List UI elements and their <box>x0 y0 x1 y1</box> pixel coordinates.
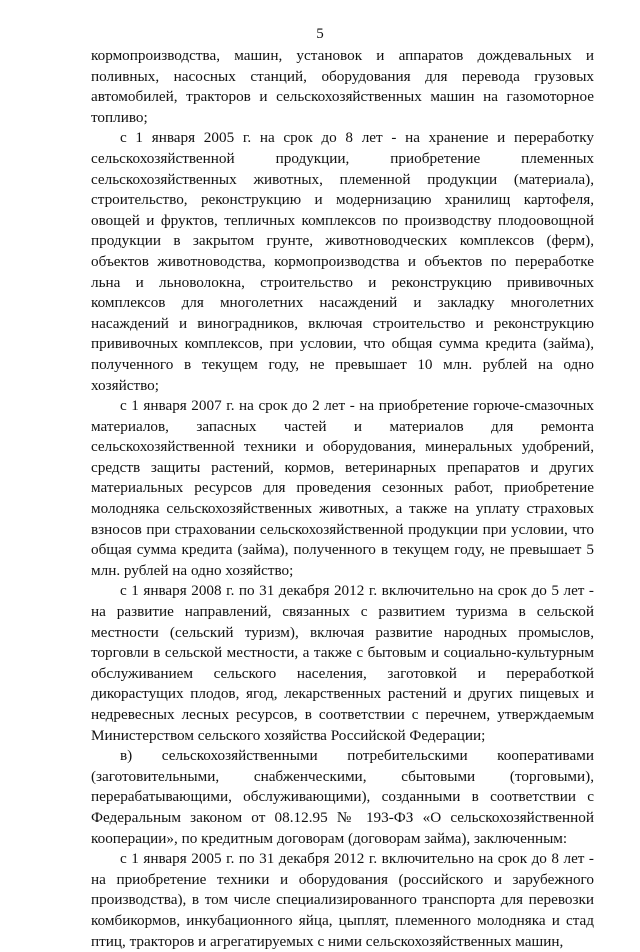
paragraph-continuation: кормопроизводства, машин, установок и аппаратов дождевальных и поливных, насосных станций, оборудования для перевода грузовых автомобилей, тракторов и сельскохозяйственных машин на газомоторное топливо; <box>91 47 594 126</box>
paragraph-cooperatives: в) сельскохозяйственными потребительскими кооперативами (заготовительными, снабженческими, сбытовыми (торговыми), перерабатывающими, обслуживающими), созданными в соответствии с Федеральным законом от 08.12.95 № 193-ФЗ «О сельскохозяйственной кооперации», по кредитным договорам (договорам займа), заключенным: <box>91 747 594 847</box>
paragraph-equipment: с 1 января 2005 г. по 31 декабря 2012 г. включительно на срок до 8 лет - на приобретение техники и оборудования (российского и зарубежного производства), в том числе специализированного транспорта для перевозки комбикормов, инкубационного яйца, цыплят, племенного молодняка и стад птиц, тракторов и агрегатируемых с ними сельскохозяйственных машин, <box>91 850 594 950</box>
body-text <box>91 46 594 952</box>
paragraph-rural-tourism: с 1 января 2008 г. по 31 декабря 2012 г. включительно на срок до 5 лет - на развитие направлений, связанных с развитием туризма в сельской местности (сельский туризм), включая развитие народных промыслов, торговли в сельской местности, а также с бытовым и социально-культурным обслуживанием сельского населения, заготовкой и переработкой дикорастущих плодов, ягод, лекарственных растений и других пищевых и недревесных лесных ресурсов, в соответствии с перечнем, утверждаемым Министерством сельского хозяйства Российской Федерации; <box>91 582 594 744</box>
page-number: 5 <box>316 26 324 42</box>
paragraph-fuel-materials: с 1 января 2007 г. на срок до 2 лет - на приобретение горюче-смазочных материалов, запасных частей и материалов для ремонта сельскохозяйственной техники и оборудования, минеральных удобрений, средств защиты растений, кормов, ветеринарных препаратов и других материальных ресурсов для проведения сезонных работ, приобретение молодняка сельскохозяйственных животных, а также на уплату страховых взносов при страховании сельскохозяйственной продукции при условии, что общая сумма кредита (займа), полученного в текущем году, не превышает 5 млн. рублей на одно хозяйство; <box>91 397 594 579</box>
paragraph-storage-processing: с 1 января 2005 г. на срок до 8 лет - на хранение и переработку сельскохозяйственной продукции, приобретение племенных сельскохозяйственных животных, племенной продукции (материала), строительство, реконструкцию и модернизацию хранилищ картофеля, овощей и фруктов, тепличных комплексов по производству плодоовощной продукции в закрытом грунте, животноводческих комплексов (ферм), объектов животноводства, кормопроизводства и объектов по переработке льна и льноволокна, строительство и реконструкцию прививочных комплексов для многолетних насаждений и закладку многолетних насаждений и виноградников, включая строительство и реконструкцию прививочных комплексов, при условии, что общая сумма кредита (займа), полученного в текущем году, не превышает 10 млн. рублей на одно хозяйство; <box>91 129 594 394</box>
